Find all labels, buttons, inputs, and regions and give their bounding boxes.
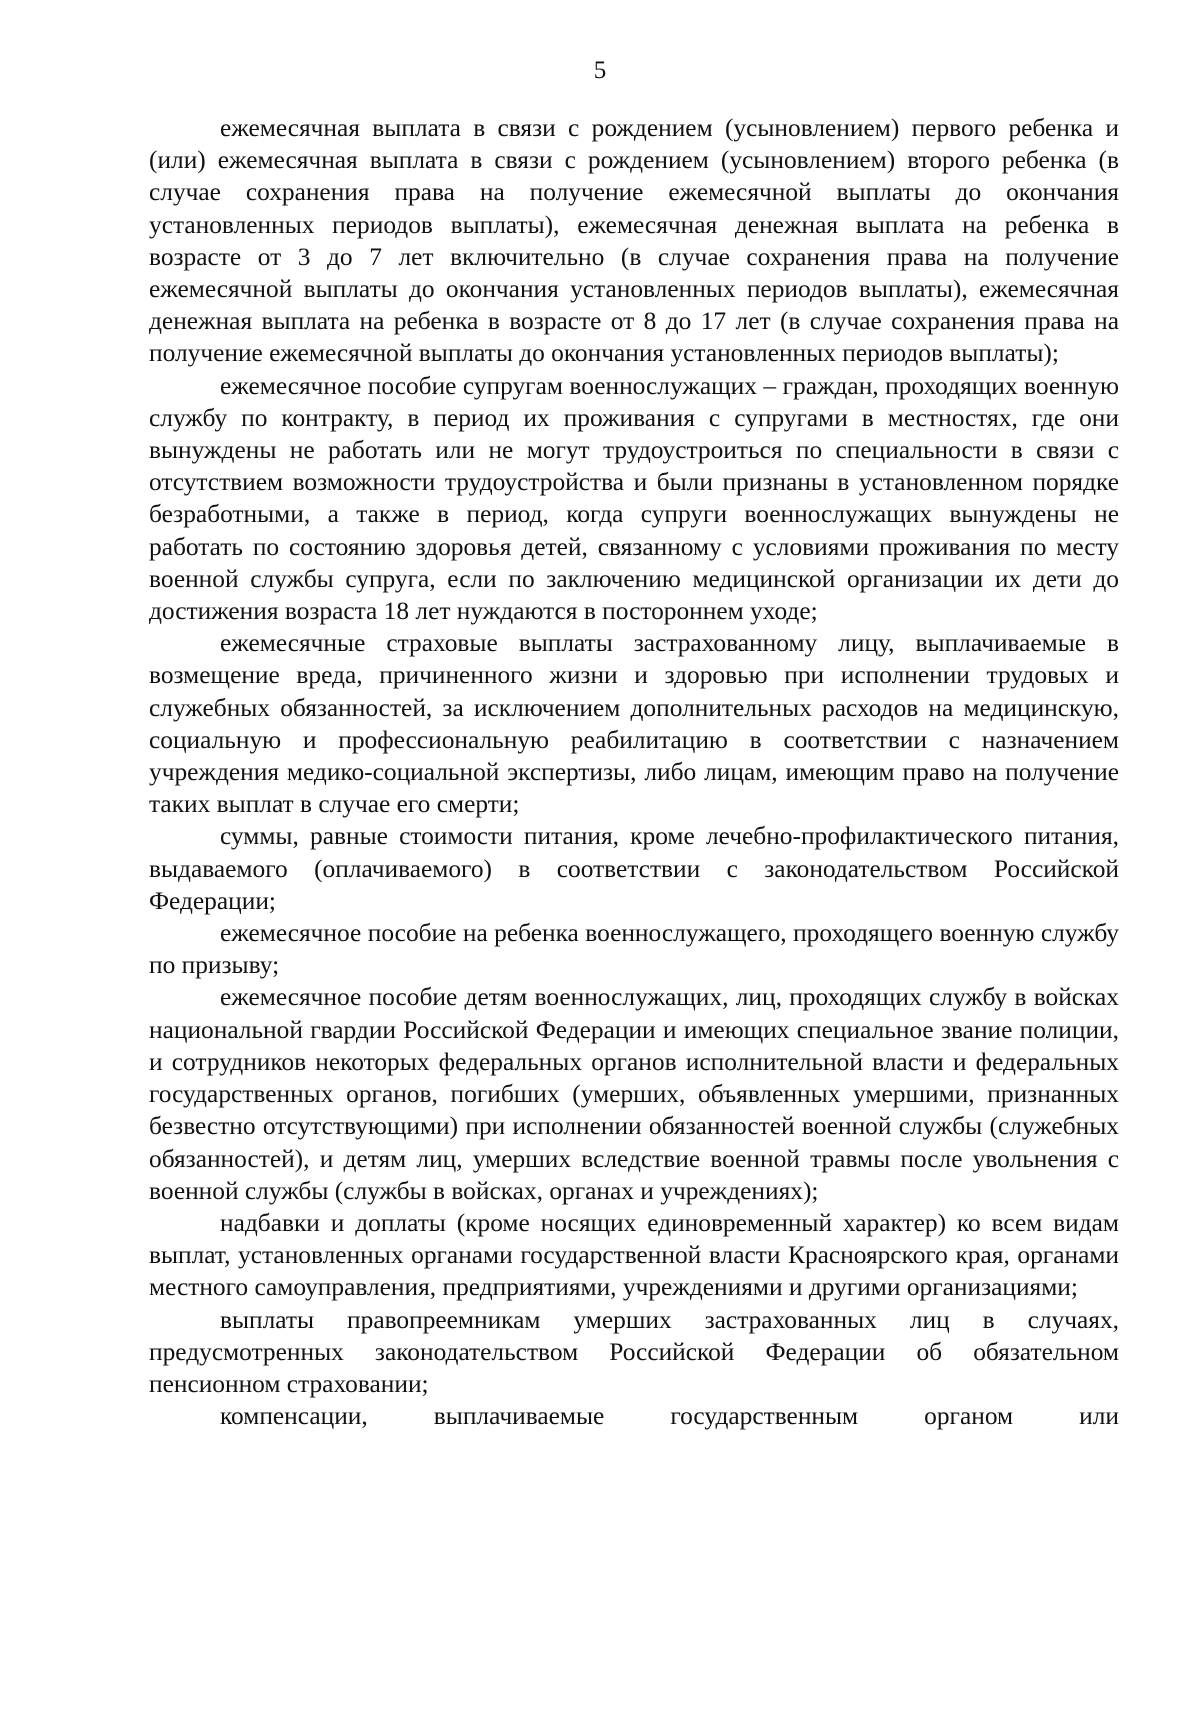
paragraph-conscript-child-allowance: ежемесячное пособие на ребенка военнослужащего, проходящего военную службу по призыву; bbox=[149, 919, 1119, 980]
paragraph-deceased-servicemen-children-allowance: ежемесячное пособие детям военнослужащих, лиц, проходящих службу в войсках национальной гвардии Российской Федерации и имеющих специальное звание полиции, и сотрудников некоторых федеральных органов исполнительной власти и федеральных государственных органов, погибших (умерших, объявленных умершими, признанных безвестно отсутствующими) при исполнении обязанностей военной службы (служебных обязанностей), и детям лиц, умерших вследствие военной травмы после увольнения с военной службы (службы в войсках, органах и учреждениях); bbox=[149, 983, 1119, 1205]
paragraph-military-spouse-allowance: ежемесячное пособие супругам военнослужащих – граждан, проходящих военную службу по контракту, в период их проживания с супругами в местностях, где они вынуждены не работать или не могут трудоустроиться по специальности в связи с отсутствием возможности трудоустройства и были признаны в установленном порядке безработными, а также в период, когда супруги военнослужащих вынуждены не работать по состоянию здоровья детей, связанному с условиями проживания по месту военной службы супруга, если по заключению медицинской организации их дети до достижения возраста 18 лет нуждаются в постороннем уходе; bbox=[149, 371, 1119, 626]
paragraph-monthly-child-payments: ежемесячная выплата в связи с рождением (усыновлением) первого ребенка и (или) ежемесячная выплата в связи с рождением (усыновлением) второго ребенка (в случае сохранения права на получение ежемесячной выплаты до окончания установленных периодов выплаты), ежемесячная денежная выплата на ребенка в возрасте от 3 до 7 лет включительно (в случае сохранения права на получение ежемесячной выплаты до окончания установленных периодов выплаты), ежемесячная денежная выплата на ребенка в возрасте от 8 до 17 лет (в случае сохранения права на получение ежемесячной выплаты до окончания установленных периодов выплаты); bbox=[149, 114, 1119, 368]
paragraph-food-cost-sums: суммы, равные стоимости питания, кроме лечебно-профилактического питания, выдаваемого (оплачиваемого) в соответствии с законодательством Российской Федерации; bbox=[149, 822, 1119, 915]
paragraph-successor-payments: выплаты правопреемникам умерших застрахованных лиц в случаях, предусмотренных законодательством Российской Федерации об обязательном пенсионном страховании; bbox=[149, 1305, 1119, 1398]
paragraph-insurance-payments: ежемесячные страховые выплаты застрахованному лицу, выплачиваемые в возмещение вреда, причиненного жизни и здоровью при исполнении трудовых и служебных обязанностей, за исключением дополнительных расходов на медицинскую, социальную и профессиональную реабилитацию в соответствии с назначением учреждения медико-социальной экспертизы, либо лицам, имеющим право на получение таких выплат в случае его смерти; bbox=[149, 629, 1119, 819]
document-body bbox=[149, 112, 1119, 1432]
paragraph-bonuses-and-surcharges: надбавки и доплаты (кроме носящих единовременный характер) ко всем видам выплат, установленных органами государственной власти Красноярского края, органами местного самоуправления, предприятиями, учреждениями и другими организациями; bbox=[149, 1208, 1119, 1302]
paragraph-compensations: компенсации, выплачиваемые государственным органом или bbox=[220, 1402, 1119, 1431]
page-number: 5 bbox=[593, 57, 607, 84]
